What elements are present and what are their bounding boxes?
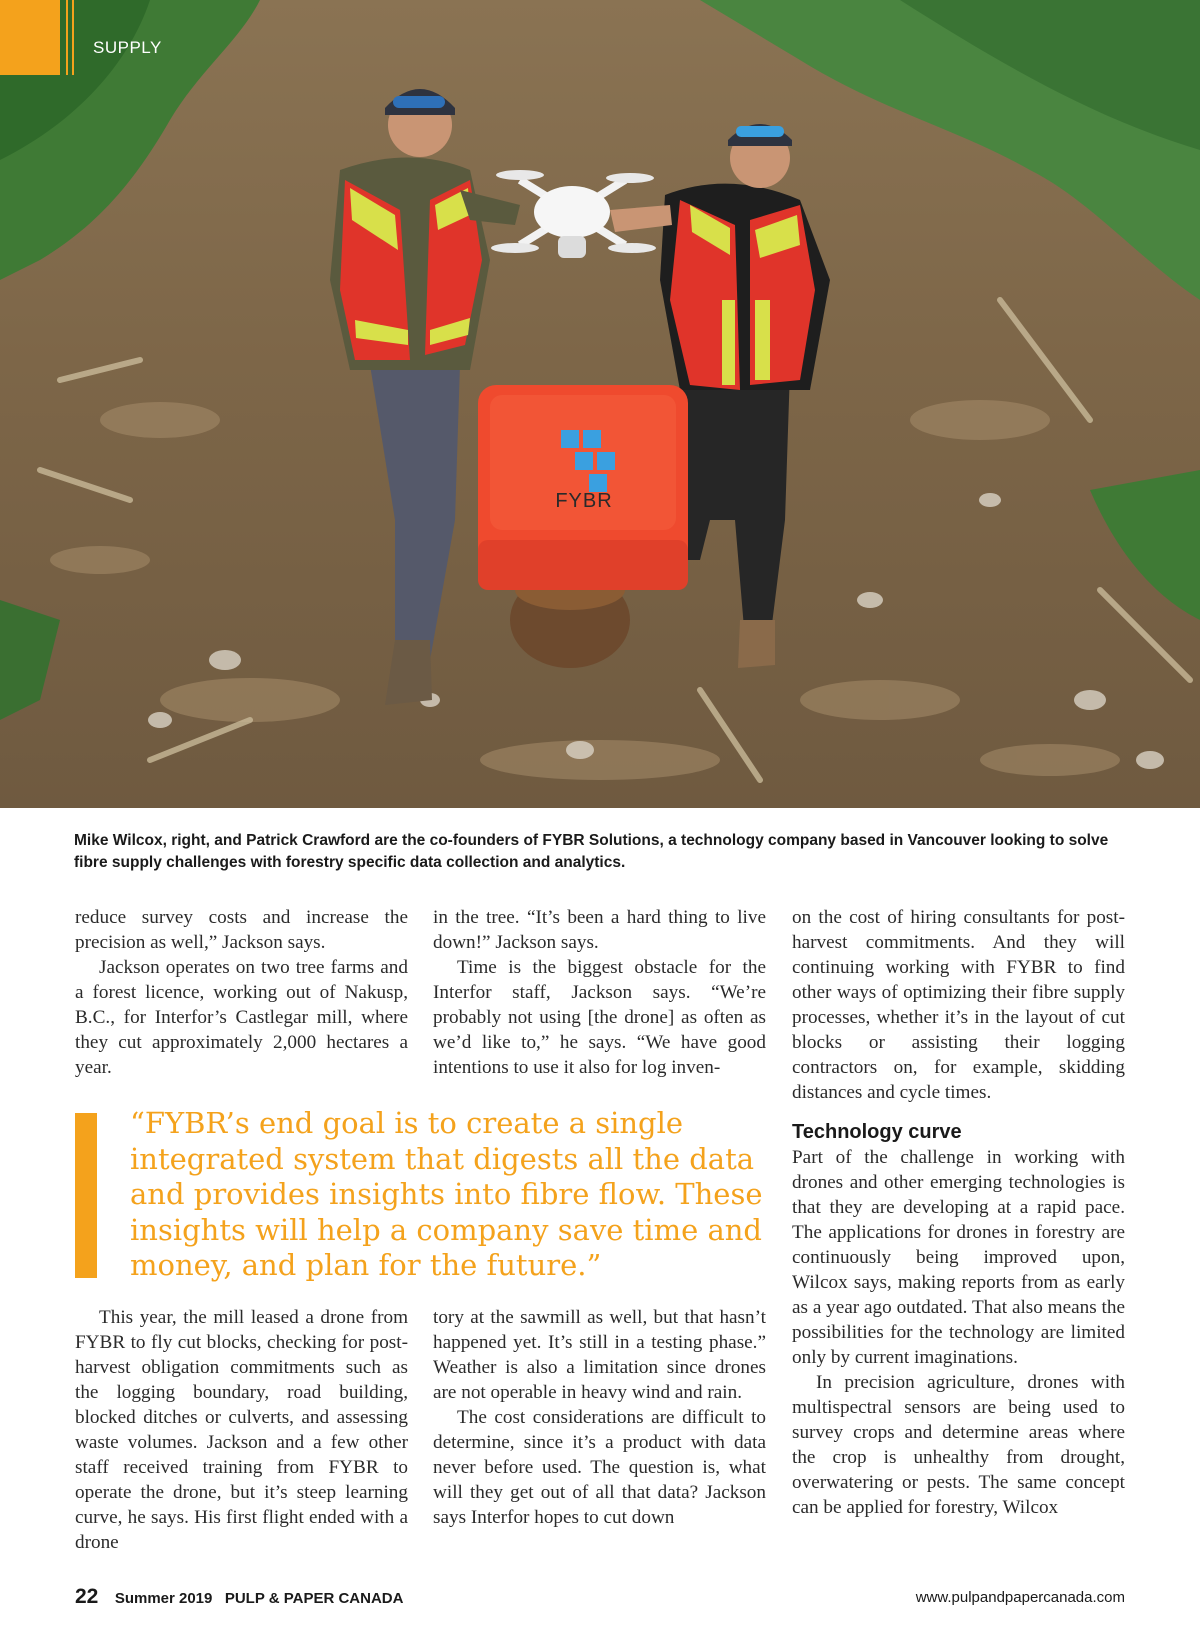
paragraph: in the tree. “It’s been a hard thing to live down!” Jackson says. <box>433 907 766 953</box>
paragraph: on the cost of hiring consultants for post-harvest commitments. And they will continuing working with FYBR to find other ways of optimizing their fibre supply processes, whether it’s in the layout of cut blocks or assisting their logging contractors on, for example, skidding distances and cycle times. <box>792 907 1125 1103</box>
website-link[interactable]: www.pulpandpapercanada.com <box>915 1589 1125 1606</box>
column-2-bottom <box>433 1305 766 1530</box>
fybr-case <box>478 385 688 590</box>
magazine-name: PULP & PAPER CANADA <box>224 1590 404 1607</box>
paragraph: The cost considerations are difficult to determine, since it’s a product with data never before used. The question is, what will they get out of all that data? Jackson says Interfor hopes to cut down <box>433 1407 766 1528</box>
section-tab <box>0 0 60 75</box>
paragraph: In precision agriculture, drones with multispectral sensors are being used to survey crops and determine areas where the crop is unhealthy from drought, overwatering or pests. The same concept can be applied for forestry, Wilcox <box>792 1372 1125 1518</box>
photo-illustration <box>0 0 1200 808</box>
footer-left <box>75 1585 403 1609</box>
pull-quote-bar <box>75 1113 97 1278</box>
paragraph: reduce survey costs and increase the precision as well,” Jackson says. <box>75 907 408 953</box>
section-label: SUPPLY <box>93 38 162 57</box>
paragraph: Part of the challenge in working with drones and other emerging technologies is that they are developing at a rapid pace. The applications for drones in forestry are continuously being improved upon, Wilcox says, making reports from as early as a year ago outdated. That also means the possibilities for the technology are limited only by current imaginations. <box>792 1147 1125 1368</box>
case-logo-text: FYBR <box>555 490 613 512</box>
issue-date: Summer 2019 <box>114 1590 213 1607</box>
tab-divider <box>72 0 74 75</box>
photo-caption: Mike Wilcox, right, and Patrick Crawford are the co-founders of FYBR Solutions, a technology company based in Vancouver looking to solve fibre supply challenges with forestry specific data collection and analytics. <box>74 832 1109 871</box>
column-3 <box>792 905 1125 1520</box>
column-2-top <box>433 905 766 1080</box>
subheading-technology-curve: Technology curve <box>792 1121 962 1143</box>
paragraph: Jackson operates on two tree farms and a forest licence, working out of Nakusp, B.C., for Interfor’s Castlegar mill, where they cut approximately 2,000 hectares a year. <box>75 957 408 1078</box>
column-1-top <box>75 905 408 1080</box>
page-number: 22 <box>75 1585 99 1608</box>
tab-divider <box>66 0 68 75</box>
paragraph: tory at the sawmill as well, but that hasn’t happened yet. It’s still in a testing phase.” Weather is also a limitation since drones are not operable in heavy wind and rain. <box>433 1307 766 1403</box>
article-photo <box>0 0 1200 808</box>
pull-quote: “FYBR’s end goal is to create a single integrated system that digests all the data and provides insights into fibre flow. These insights will help a company save time and money, and plan for the future.” <box>130 1106 763 1282</box>
column-1-bottom <box>75 1305 408 1555</box>
paragraph: Time is the biggest obstacle for the Interfor staff, Jackson says. “We’re probably not using [the drone] as often as we’d like to,” he says. “We have good intentions to use it also for log inven- <box>433 957 766 1078</box>
paragraph: This year, the mill leased a drone from FYBR to fly cut blocks, checking for post-harvest obligation commitments such as the logging boundary, road building, blocked ditches or culverts, and assessing waste volumes. Jackson and a few other staff received training from FYBR to operate the drone, but it’s steep learning curve, he says. His first flight ended with a drone <box>75 1307 408 1553</box>
